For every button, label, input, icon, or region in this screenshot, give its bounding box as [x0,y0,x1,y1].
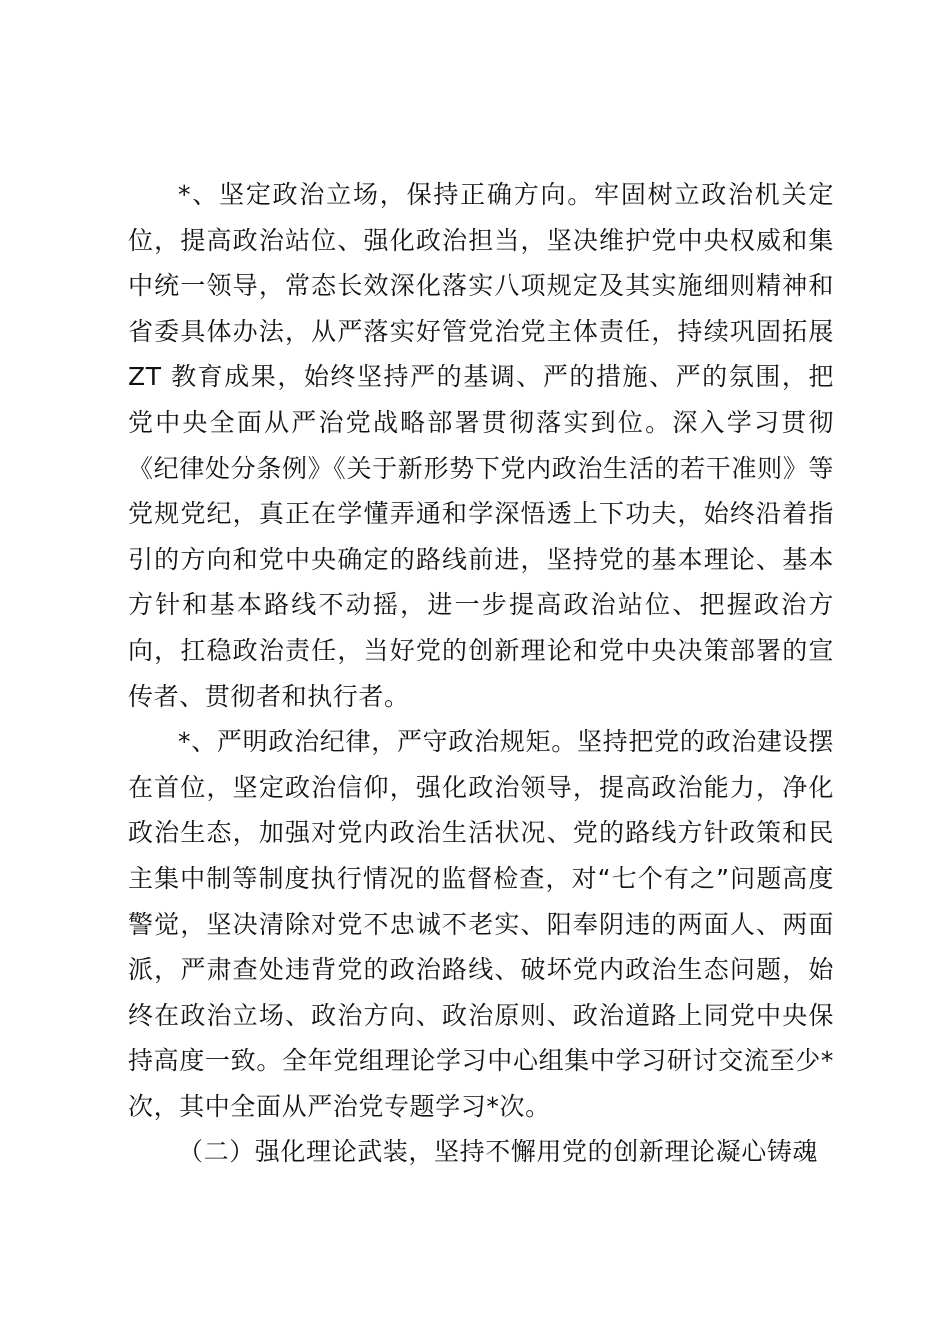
paragraph-political-discipline: *、严明政治纪律，严守政治规矩。坚持把党的政治建设摆在首位，坚定政治信仰，强化政治领导，提高政治能力，净化政治生态，加强对党内政治生活状况、党的路线方针政策和民主集中制等制度执行情况的监督检查，对“七个有之”问题高度警觉，坚决清除对党不忠诚不老实、阳奉阴违的两面人、两面派，严肃查处违背党的政治路线、破坏党内政治生态问题，始终在政治立场、政治方向、政治原则、政治道路上同党中央保持高度一致。全年党组理论学习中心组集中学习研讨交流至少*次，其中全面从严治党专题学习*次。 [128,727,834,1121]
section-heading: （二）强化理论武装，坚持不懈用党的创新理论凝心铸魂 [178,1137,819,1167]
paragraph-political-stance: *、坚定政治立场，保持正确方向。牢固树立政治机关定位，提高政治站位、强化政治担当，坚决维护党中央权威和集中统一领导，常态长效深化落实八项规定及其实施细则精神和省委具体办法，从严落实好管党治党主体责任，持续巩固拓展 ZT 教育成果，始终坚持严的基调、严的措施、严的氛围，把党中央全面从严治党战略部署贯彻落实到位。深入学习贯彻《纪律处分条例》《关于新形势下党内政治生活的若干准则》等党规党纪，真正在学懂弄通和学深悟透上下功夫，始终沿着指引的方向和党中央确定的路线前进，坚持党的基本理论、基本方针和基本路线不动摇，进一步提高政治站位、把握政治方向，扛稳政治责任，当好党的创新理论和党中央决策部署的宣传者、贯彻者和执行者。 [128,180,834,711]
document-body [128,172,834,1175]
